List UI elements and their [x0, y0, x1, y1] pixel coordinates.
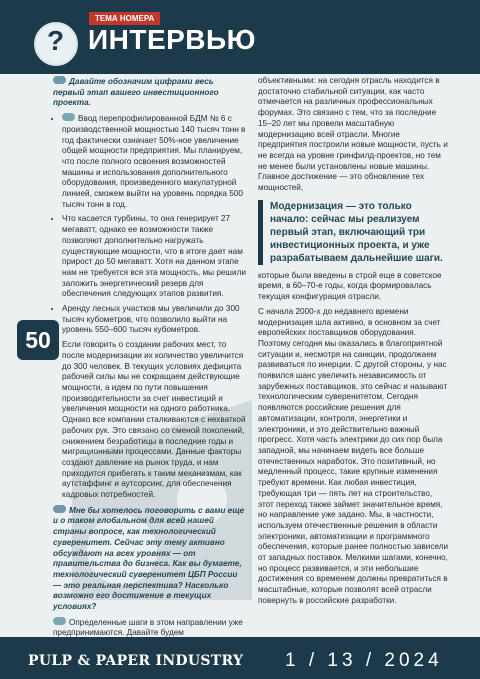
left-column: [53, 76, 247, 643]
rubric-title: ИНТЕРВЬЮ: [88, 24, 257, 55]
right-column: [258, 76, 449, 611]
paragraph: которые были введены в строй еще в советское время, в 60–70-е годы, когда формировалась текущая конфигурация отрасли.: [258, 270, 442, 302]
question-2: Мне бы хотелось поговорить с вами еще и о таком глобальном для всей нашей страны вопросе, как технологический суверенитет. Сейчас эту тему активно обсуждают на всех уровнях — от правительства до бизнеса. Как вы думаете, технологический суверенитет ЦБП России — это реальная перспектива? Насколько возможно его достижение в текущих условиях?: [53, 505, 245, 612]
magazine-title: PULP & PAPER INDUSTRY: [28, 653, 244, 669]
answer-bubble-icon: [62, 113, 75, 121]
answer-list: [53, 113, 247, 501]
issue-number: 1 / 13 / 2024: [285, 650, 443, 671]
section-tag: ТЕМА НОМЕРА: [89, 12, 160, 25]
answer-2: Определенные шаги в этом направлении уже предпринимаются. Давайте будем: [53, 617, 243, 638]
list-item: • Аренду лесных участков мы увеличили до 300 тысяч кубометров, что позволило выйти на уровень 550–600 тысяч кубометров.: [62, 304, 247, 336]
answer-bubble-icon: [53, 617, 66, 625]
question-bubble-icon: [53, 76, 66, 84]
page-number: 50: [17, 320, 59, 360]
paragraph: С начала 2000-х до недавнего времени модернизация шла активно, в основном за счет европейских поставщиков оборудования. Поэтому сегодня мы оказались в благоприятной ситуации и, несмотря на санкции, продолжаем развиваться по инерции. С другой стороны, у нас появился шанс увеличить независимость от зарубежных поставщиков, это сейчас и называют технологическим суверенитетом. Сегодня появляются российские решения для автоматизации, контроля, энергетики и электроники, и это действительно важный прогресс. Хотя часть электрики до сих пор была западной, мы начинаем видеть все больше отечественных наработок. Это позитивный, но медленный процесс, такие крупные изменения требуют времени. Как любая инвестиция, требующая три — пять лет на строительство, этот переход также займет значительное время, но направление уже задано. Мы, в частности, используем отечественные решения в области электроники, автоматизации и программного обеспечения, которые ранее полностью зависели от западных поставок. Мелкими шагами, конечно, но процесс развивается, и эти небольшие достижения со временем должны превратиться в масштабные, которые позволят всей отрасли повернуть в российские разработки.: [258, 306, 449, 605]
list-item: • Что касается турбины, то она генерирует 27 мегаватт, однако ее возможности также позволяют дополнительно нагружать существующие мощности, что в итоге дает нам прирост до 50 мегаватт. Хотя на данном этапе нам не требуется вся эта мощность, мы решили заложить энергетический резерв для обеспечения следующих этапов развития.: [62, 214, 247, 300]
question-1: Давайте обозначим цифрами весь первый этап вашего инвестиционного проекта.: [53, 77, 219, 108]
question-icon: ?: [47, 25, 65, 56]
question-bubble-icon: [53, 505, 66, 513]
list-item: • Если говорить о создании рабочих мест, то после модернизации их количество увеличится до 300 человек. В текущих условиях дефицита рабочей силы мы не сокращаем действующие мощности, а идем по пути повышения производительности за счет инвестиций и увеличения мощности на одного работника. Однако все компании сталкиваются с нехваткой рабочих рук. Это связано со сменой поколений, снижением безработицы в последние годы и миграционными процессами. Данные факторы создают давление на рынок труда, и нам приходится прибегать к таким механизмам, как аутстаффинг и аутсорсинг, для обеспечения кадровых потребностей.: [62, 340, 247, 501]
pull-quote: Модернизация — это только начало: сейчас мы реализуем первый этап, включающий три инвестиционных проекта, и уже разрабатываем дальнейшие шаги.: [258, 200, 449, 265]
paragraph: объективными: на сегодня отрасль находится в достаточно стабильной ситуации, как часто отмечается на различных профессиональных форумах. Это связано с тем, что за последние 15–20 лет мы провели масштабную модернизацию всей отрасли. Многие предприятия построили новые мощности, пусть и не всегда на уровне гринфилд-проектов, но тем не менее были установлены новые машины. Главное достижение — это обновление тех мощностей,: [258, 76, 448, 193]
list-item: • Ввод перепрофилированной БДМ № 6 с производственной мощностью 140 тысяч тонн в год фактически означает 50%-ное увеличение общей мощности предприятия. Мы планируем, что после полного освоения возможностей машины и использования дополнительного оборудования, произведенного макулатурной линией, сможем выйти на уровень порядка 500 тысяч тонн в год.: [62, 113, 247, 210]
